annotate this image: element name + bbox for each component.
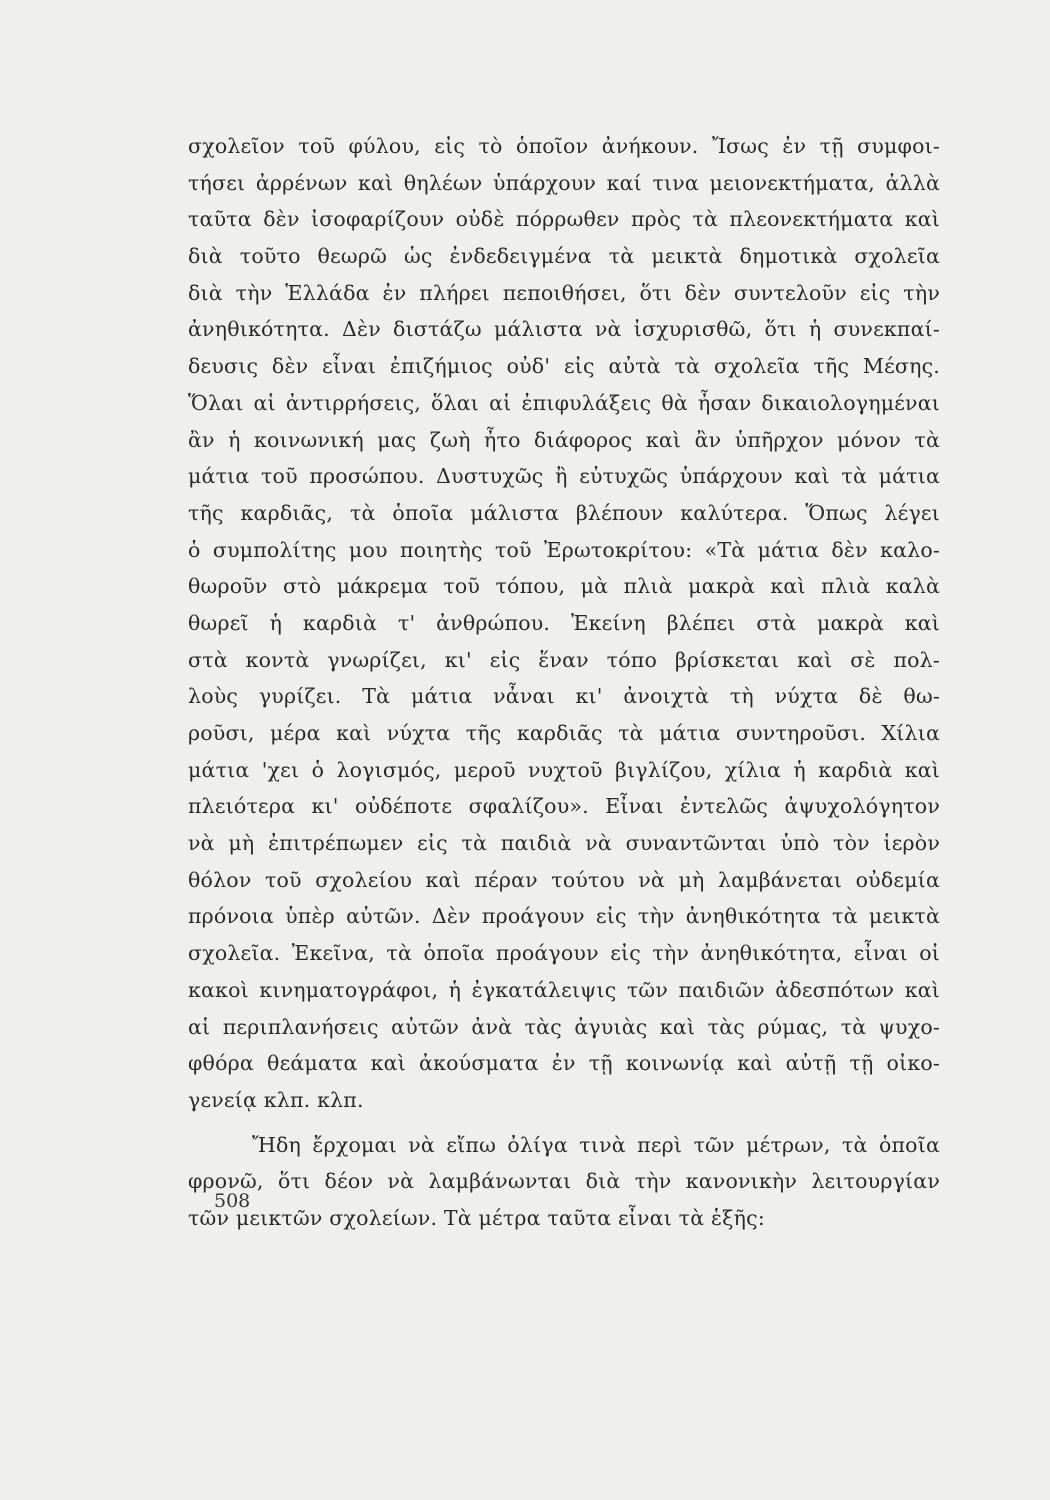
text-line: δευσις δὲν εἶναι ἐπιζήμιος οὐδ' εἰς αὐτὰ τὰ σχολεῖα τῆς Μέσης. <box>188 354 940 379</box>
body-text <box>188 128 940 1237</box>
text-line: λοὺς γυρίζει. Τὰ μάτια νἆναι κι' ἀνοιχτὰ τὴ νύχτα δὲ θω- <box>188 684 940 709</box>
text-line: μάτια 'χει ὁ λογισμός, μεροῦ νυχτοῦ βιγλίζου, χίλια ἡ καρδιὰ καὶ <box>188 757 940 782</box>
text-line: μάτια τοῦ προσώπου. Δυστυχῶς ἢ εὐτυχῶς ὑπάρχουν καὶ τὰ μάτια <box>188 464 940 489</box>
text-line: τῆς καρδιᾶς, τὰ ὁποῖα μάλιστα βλέπουν καλύτερα. Ὅπως λέγει <box>188 500 940 525</box>
text-line: κακοὶ κινηματογράφοι, ἡ ἐγκατάλειψις τῶν παιδιῶν ἀδεσπότων καὶ <box>188 977 940 1002</box>
text-line: ἀνηθικότητα. Δὲν διστάζω μάλιστα νὰ ἰσχυρισθῶ, ὅτι ἡ συνεκπαί- <box>188 317 940 342</box>
text-line: φρονῶ, ὅτι δέον νὰ λαμβάνωνται διὰ τὴν κανονικὴν λειτουργίαν <box>188 1169 940 1194</box>
text-line: γενείᾳ κλπ. κλπ. <box>188 1087 364 1112</box>
text-line: θωρεῖ ἡ καρδιὰ τ' ἀνθρώπου. Ἐκείνη βλέπει στὰ μακρὰ καὶ <box>188 610 940 635</box>
text-line: σχολεῖα. Ἐκεῖνα, τὰ ὁποῖα προάγουν εἰς τὴν ἀνηθικότητα, εἶναι οἱ <box>188 941 940 966</box>
text-line: τήσει ἀρρένων καὶ θηλέων ὑπάρχουν καί τινα μειονεκτήματα, ἀλλὰ <box>188 170 940 195</box>
text-line: διὰ τὴν Ἑλλάδα ἐν πλήρει πεποιθήσει, ὅτι δὲν συντελοῦν εἰς τὴν <box>188 280 940 305</box>
text-line: τῶν μεικτῶν σχολείων. Τὰ μέτρα ταῦτα εἶναι τὰ ἑξῆς: <box>188 1205 765 1230</box>
text-line: ροῦσι, μέρα καὶ νύχτα τῆς καρδιᾶς τὰ μάτια συντηροῦσι. Χίλια <box>188 721 940 745</box>
text-line: ταῦτα δὲν ἰσοφαρίζουν οὐδὲ πόρρωθεν πρὸς τὰ πλεονεκτήματα καὶ <box>188 207 940 232</box>
paragraph <box>188 128 940 1119</box>
text-line: στὰ κοντὰ γνωρίζει, κι' εἰς ἕναν τόπο βρίσκεται καὶ σὲ πολ- <box>188 647 940 672</box>
text-line: αἱ περιπλανήσεις αὐτῶν ἀνὰ τὰς ἀγυιὰς καὶ τὰς ρύμας, τὰ ψυχο- <box>188 1014 940 1039</box>
page-number: 508 <box>214 1190 251 1212</box>
text-line: θωροῦν στὸ μάκρεμα τοῦ τόπου, μὰ πλιὰ μακρὰ καὶ πλιὰ καλὰ <box>188 574 940 599</box>
text-line: ἂν ἡ κοινωνική μας ζωὴ ἦτο διάφορος καὶ ἂν ὑπῆρχον μόνον τὰ <box>188 427 940 452</box>
text-line: διὰ τοῦτο θεωρῶ ὡς ἐνδεδειγμένα τὰ μεικτὰ δημοτικὰ σχολεῖα <box>188 244 940 269</box>
text-line: Ἤδη ἔρχομαι νὰ εἴπω ὀλίγα τινὰ περὶ τῶν μέτρων, τὰ ὁποῖα <box>252 1132 940 1157</box>
text-line: θόλον τοῦ σχολείου καὶ πέραν τούτου νὰ μὴ λαμβάνεται οὐδεμία <box>188 867 940 892</box>
text-line: ὁ συμπολίτης μου ποιητὴς τοῦ Ἐρωτοκρίτου: «Τὰ μάτια δὲν καλο- <box>188 537 940 562</box>
text-line: σχολεῖον τοῦ φύλου, εἰς τὸ ὁποῖον ἀνήκουν. Ἴσως ἐν τῇ συμφοι- <box>188 134 940 158</box>
text-line: νὰ μὴ ἐπιτρέπωμεν εἰς τὰ παιδιὰ νὰ συναντῶνται ὑπὸ τὸν ἱερὸν <box>188 831 940 856</box>
paragraph <box>188 1127 940 1237</box>
text-line: φθόρα θεάματα καὶ ἀκούσματα ἐν τῇ κοινωνίᾳ καὶ αὐτῇ τῇ οἰκο- <box>188 1051 940 1076</box>
text-line: πρόνοια ὑπὲρ αὐτῶν. Δὲν προάγουν εἰς τὴν ἀνηθικότητα τὰ μεικτὰ <box>188 904 940 929</box>
paragraph-gap <box>188 1119 940 1127</box>
text-line: Ὅλαι αἱ ἀντιρρήσεις, ὅλαι αἱ ἐπιφυλάξεις θὰ ἦσαν δικαιολογημέναι <box>188 390 940 415</box>
text-line: πλειότερα κι' οὐδέποτε σφαλίζου». Εἶναι ἐντελῶς ἀψυχολόγητον <box>188 794 940 819</box>
